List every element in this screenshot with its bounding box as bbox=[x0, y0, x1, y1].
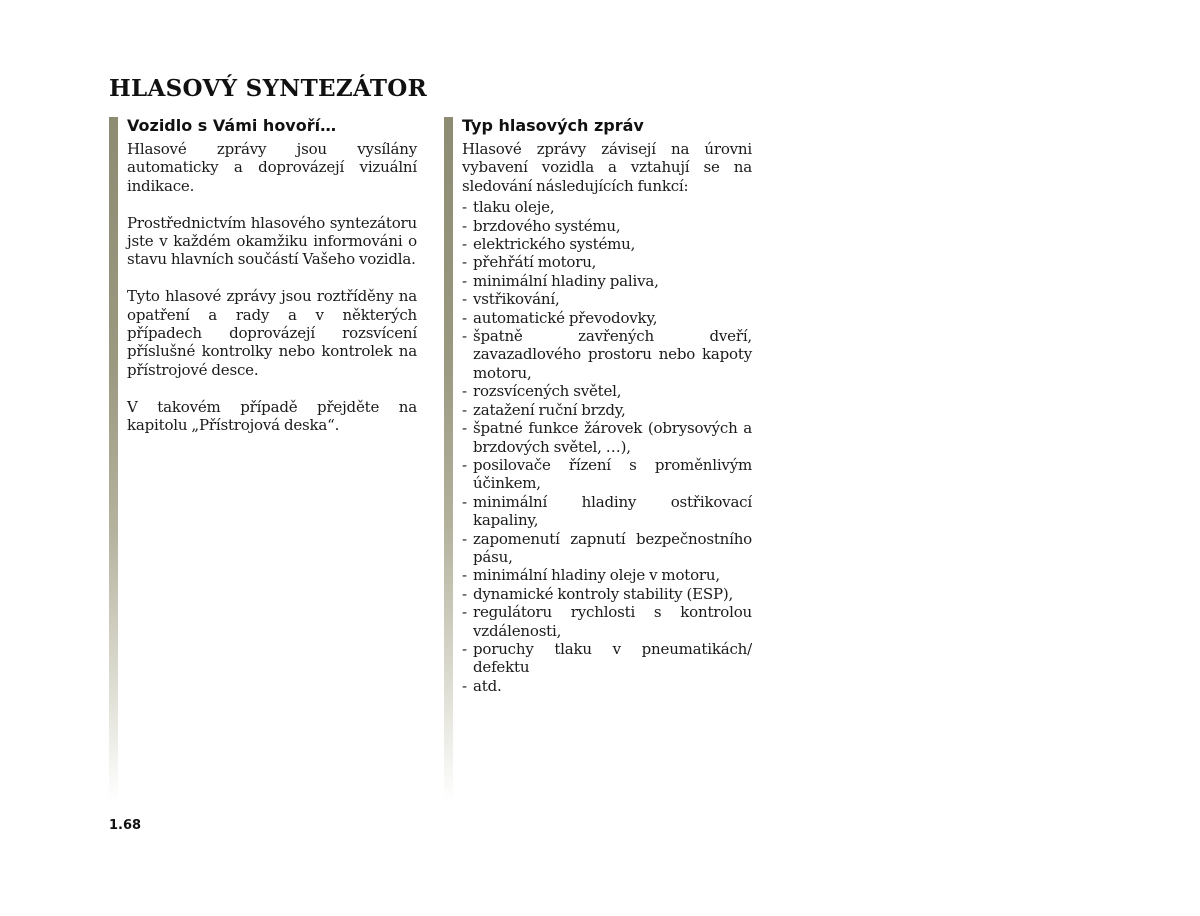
monitored-functions-list bbox=[462, 198, 752, 695]
page-number: 1.68 bbox=[109, 818, 142, 833]
right-column-marker-bar bbox=[444, 117, 453, 802]
list-item: - přehřátí motoru, bbox=[462, 253, 752, 271]
list-item: - poruchy tlaku v pneumatikách/ defektu bbox=[462, 640, 752, 677]
list-item: - regulátoru rychlosti s kontrolou vzdálenosti, bbox=[462, 603, 752, 640]
paragraph: V takovém případě přejděte na kapitolu „Přístrojová deska“. bbox=[127, 397, 417, 435]
list-item: - vstřikování, bbox=[462, 290, 752, 308]
list-item: - zapomenutí zapnutí bezpečnostního pásu, bbox=[462, 530, 752, 567]
list-item: - dynamické kontroly stability (ESP), bbox=[462, 585, 752, 603]
list-item: - špatně zavřených dveří, zavazadlového prostoru nebo kapoty motoru, bbox=[462, 327, 752, 382]
list-item: - minimální hladiny oleje v motoru, bbox=[462, 566, 752, 584]
left-column-content bbox=[127, 117, 417, 434]
list-item: - špatné funkce žárovek (obrysových a brzdových světel, …), bbox=[462, 419, 752, 456]
list-item: - brzdového systému, bbox=[462, 217, 752, 235]
list-item: - atd. bbox=[462, 677, 752, 695]
list-item: - elektrického systému, bbox=[462, 235, 752, 253]
paragraph: Hlasové zprávy jsou vysílány automaticky a doprovázejí vizuální indikace. bbox=[127, 140, 417, 195]
list-item: - minimální hladiny paliva, bbox=[462, 272, 752, 290]
left-column-marker-bar bbox=[109, 117, 118, 802]
list-item: - posilovače řízení s proměnlivým účinkem, bbox=[462, 456, 752, 493]
list-item: - tlaku oleje, bbox=[462, 198, 752, 216]
list-item: - rozsvícených světel, bbox=[462, 382, 752, 400]
list-item: - minimální hladiny ostřikovací kapaliny, bbox=[462, 493, 752, 530]
list-item: - automatické převodovky, bbox=[462, 309, 752, 327]
paragraph: Prostřednictvím hlasového syntezátoru jste v každém okamžiku informováni o stavu hlavních součástí Vašeho vozidla. bbox=[127, 213, 417, 269]
list-item: - zatažení ruční brzdy, bbox=[462, 401, 752, 419]
page-title: HLASOVÝ SYNTEZÁTOR bbox=[109, 75, 427, 102]
section-heading-vehicle-speaks: Vozidlo s Vámi hovoří… bbox=[127, 116, 337, 135]
right-column-content bbox=[462, 117, 752, 695]
intro-paragraph: Hlasové zprávy závisejí na úrovni vybavení vozidla a vztahují se na sledování následujících funkcí: bbox=[462, 140, 752, 195]
section-heading-message-types: Typ hlasových zpráv bbox=[462, 116, 644, 135]
paragraph: Tyto hlasové zprávy jsou roztříděny na opatření a rady a v některých případech doprovázejí rozsvícení příslušné kontrolky nebo kontrolek na přístrojové desce. bbox=[127, 287, 417, 379]
